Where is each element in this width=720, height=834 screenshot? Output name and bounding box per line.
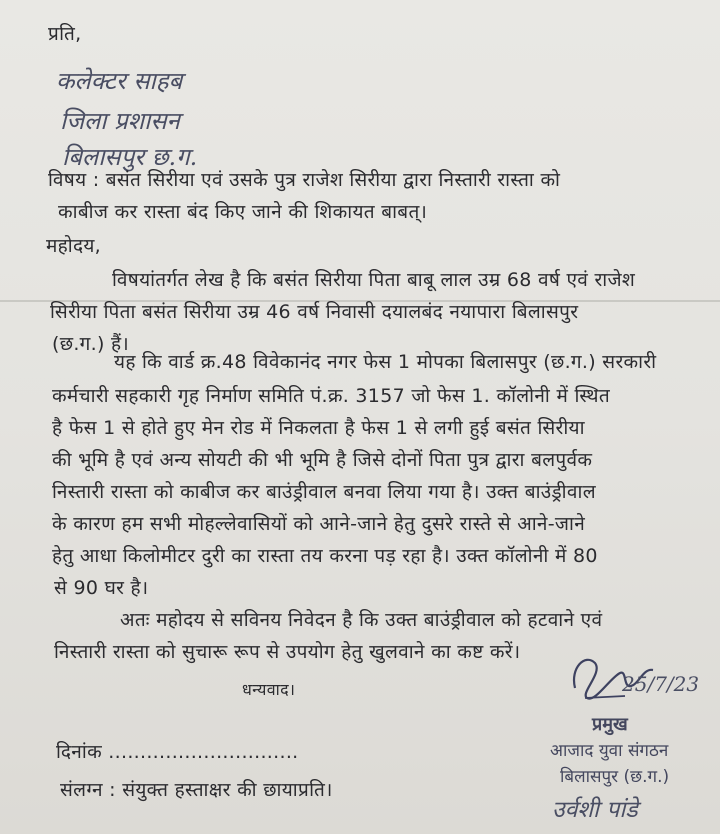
salutation-to: प्रति, — [48, 23, 82, 45]
para2-line-4: की भूमि है एवं अन्य सोयटी की भी भूमि है जिसे दोनों पिता पुत्र द्वारा बलपुर्वक — [52, 449, 593, 471]
signature-date: 25/7/23 — [622, 672, 700, 696]
para1-line-3: (छ.ग.) हैं। — [52, 333, 129, 355]
para1-line-1: विषयांतर्गत लेख है कि बसंत सिरीया पिता बाबू लाल उम्र 68 वर्ष एवं राजेश — [112, 269, 636, 291]
recipient-line-3: बिलासपुर छ.ग. — [62, 143, 198, 171]
para2-line-3: है फेस 1 से होते हुए मेन रोड में निकलता है फेस 1 से लगी हुई बसंत सिरीया — [52, 417, 585, 439]
para2-line-1: यह कि वार्ड क्र.48 विवेकानंद नगर फेस 1 मोपका बिलासपुर (छ.ग.) सरकारी — [114, 351, 657, 373]
subject-line-1: विषय : बसंत सिरीया एवं उसके पुत्र राजेश सिरीया द्वारा निस्तारी रास्ता को — [48, 169, 561, 191]
date-label: दिनांक .............................. — [56, 741, 299, 763]
para1-line-2: सिरीया पिता बसंत सिरीया उम्र 46 वर्ष निवासी दयालबंद नयापारा बिलासपुर — [50, 301, 579, 323]
enclosure-note: संलग्न : संयुक्त हस्ताक्षर की छायाप्रति। — [60, 779, 333, 801]
recipient-line-2: जिला प्रशासन — [60, 107, 180, 135]
stamp-org: आजाद युवा संगठन — [550, 741, 669, 761]
para3-line-1: अतः महोदय से सविनय निवेदन है कि उक्त बाउंड्रीवाल को हटवाने एवं — [120, 609, 603, 631]
para3-line-2: निस्तारी रास्ता को सुचारू रूप से उपयोग हेतु खुलवाने का कष्ट करें। — [54, 641, 521, 663]
stamp-place: बिलासपुर (छ.ग.) — [560, 767, 670, 787]
para2-line-7: हेतु आधा किलोमीटर दुरी का रास्ता तय करना पड़ रहा है। उक्त कॉलोनी में 80 — [52, 545, 598, 567]
thanks: धन्यवाद। — [242, 680, 296, 699]
para2-line-8: से 90 घर है। — [54, 577, 149, 599]
signer-name: उर्वशी पांडे — [552, 797, 638, 823]
para2-line-5: निस्तारी रास्ता को काबीज कर बाउंड्रीवाल बनवा लिया गया है। उक्त बाउंड्रीवाल — [52, 481, 596, 503]
stamp-title: प्रमुख — [592, 714, 628, 735]
subject-line-2: काबीज कर रास्ता बंद किए जाने की शिकायत बाबत्। — [58, 201, 428, 223]
recipient-line-1: कलेक्टर साहब — [56, 67, 183, 95]
para2-line-6: के कारण हम सभी मोहल्लेवासियों को आने-जाने हेतु दुसरे रास्ते से आने-जाने — [52, 513, 586, 535]
greeting: महोदय, — [46, 235, 102, 257]
para2-line-2: कर्मचारी सहकारी गृह निर्माण समिति पं.क्र. 3157 जो फेस 1. कॉलोनी में स्थित — [52, 385, 610, 407]
